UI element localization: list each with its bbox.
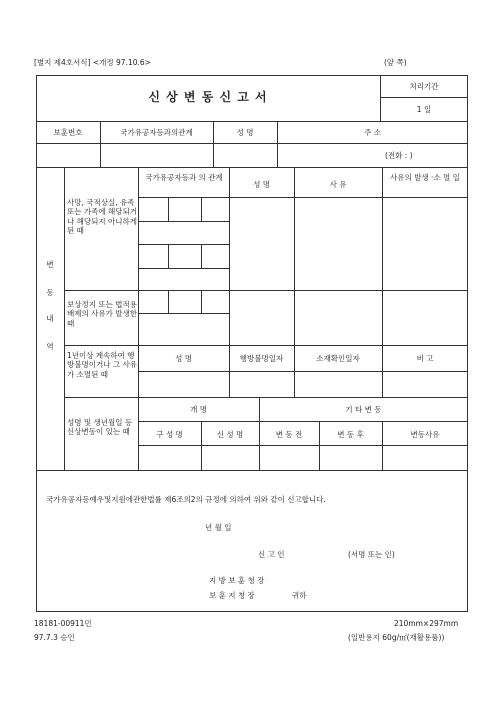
approval-date: 97.7.3 승인 (34, 633, 75, 642)
d-group-rename: 개 명 (190, 405, 207, 414)
d-col-reason: 변동사유 (410, 430, 440, 439)
form-code: 18181-00911민 (34, 619, 92, 628)
paper-size: 210mm×297mm (394, 619, 459, 628)
front-page-label: (앞 쪽) (384, 58, 407, 67)
section-d-label: 성명 및 생년월일 등 신상변동이 있는 때 (67, 418, 133, 437)
signature-label: (서명 또는 인) (348, 550, 395, 559)
declaration-text: 국가유공자등예우및지원에관한법률 제6조의2의 규정에 의하여 위와 같이 신고합니다. (46, 495, 326, 504)
d-col-new-name: 신 성 명 (216, 430, 244, 439)
date-line: 년 월 일 (205, 523, 232, 532)
section-c-label: 1년이상 계속하여 행방불명이거나 그 사유가 소멸된 때 (67, 351, 137, 379)
side-label-2: 동 (46, 288, 54, 297)
section-a-label: 사망, 국적상실, 유족 또는 가족에 해당되거나 해당되지 아니하게 된 때 (67, 198, 137, 236)
d-group-other: 기 타 변 동 (345, 405, 382, 414)
declarant-label: 신 고 인 (258, 550, 285, 559)
c-col-note: 비 고 (416, 354, 434, 363)
number-label: 보훈번호 (53, 128, 83, 137)
side-label-3: 내 (46, 314, 54, 323)
d-col-after: 변 동 후 (337, 430, 364, 439)
d-col-before: 변 동 전 (275, 430, 303, 439)
name-label: 성 명 (236, 128, 254, 137)
c-col-name: 성 명 (175, 354, 192, 363)
col-reason-header: 사 유 (329, 180, 347, 189)
c-col-found-date: 소재확인일자 (316, 354, 360, 363)
address-label: 주 소 (364, 128, 381, 137)
processing-period-label: 처리기간 (409, 82, 439, 91)
col-name-header: 성 명 (253, 180, 270, 189)
col-occur-header: 사유의 발생 ·소 멸 일 (390, 173, 460, 182)
paper-spec: (일반용지 60g/㎡(재활용품)) (348, 633, 445, 642)
processing-period-value: 1 일 (416, 105, 432, 114)
col-relation-header: 국가유공자등과 의 관계 (145, 173, 223, 182)
side-label-4: 역 (46, 342, 54, 351)
phone-label: (전화 : ) (385, 151, 413, 160)
section-b-label: 보상정지 또는 법적용배제의 사유가 발생한 때 (67, 300, 137, 328)
d-col-old-name: 구 성 명 (156, 430, 183, 439)
recipient-1: 지 방 보 훈 청 장 (209, 576, 265, 585)
honorific: 귀하 (292, 591, 307, 600)
form-reference: [별지 제4호서식] <개정 97.10.6> (34, 58, 151, 67)
relation-label: 국가유공자등과의관계 (120, 128, 193, 137)
c-col-missing-date: 행방불명일자 (239, 354, 284, 363)
side-label-1: 변 (46, 260, 54, 269)
recipient-2: 보 훈 지 청 장 (209, 591, 255, 600)
page-title: 신 상 변 동 신 고 서 (148, 90, 268, 104)
